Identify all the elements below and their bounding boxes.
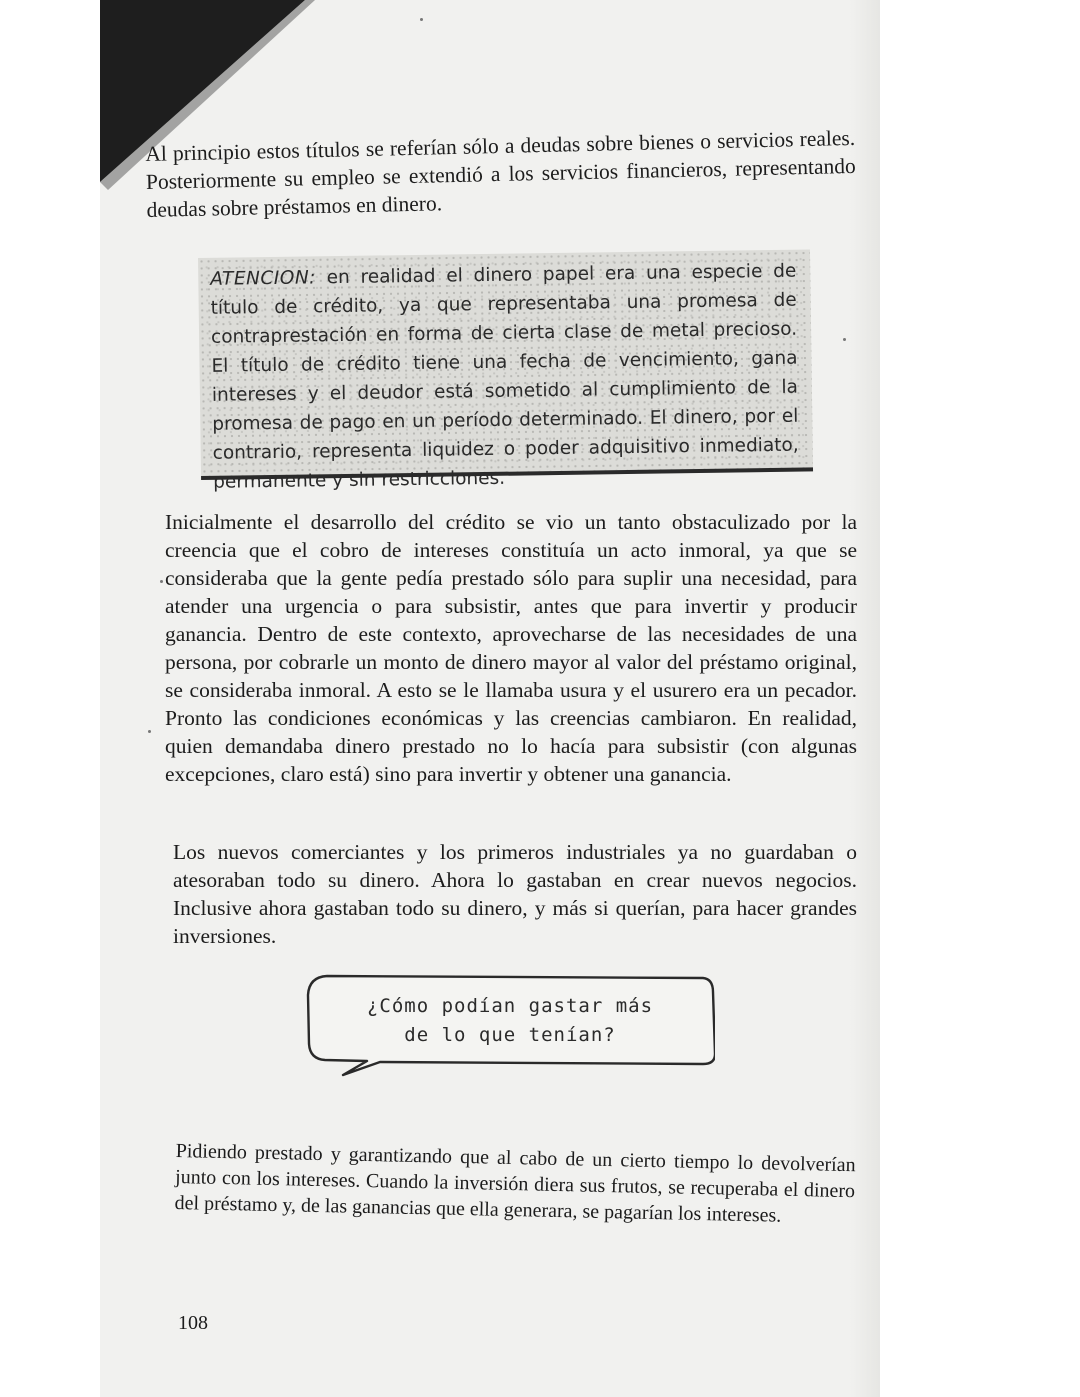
- attention-body: en realidad el dinero papel era una especie de título de crédito, ya que representaba una promesa de contraprestación en forma de cierta clase de metal precioso. El título de crédito tiene una fecha de vencimiento, gana intereses y el deudor está sometido al cumplimiento de la promesa de pago en un período determinado. El dinero, por el contrario, representa liquidez o poder adquisitivo inmediato, permanente y sin restricciones.: [210, 260, 799, 493]
- paragraph-credit-development: Inicialmente el desarrollo del crédito se vio un tanto obstaculizado por la creencia que el cobro de intereses constituía un acto inmoral, ya que se consideraba que la gente pedía prestado sólo para suplir una necesidad, para atender una urgencia o para subsistir, antes que para invertir y producir ganancia. Dentro de este contexto, aprovecharse de las necesidades de una persona, por cobrarle un monto de dinero mayor al valor del préstamo original, se consideraba inmoral. A esto se le llamaba usura y el usurero era un pecador. Pronto las condiciones económicas y las creencias cambiaron. En realidad, quien demandaba dinero prestado no lo hacía para subsistir (con algunas excepciones, claro está) sino para invertir y obtener una ganancia.: [165, 510, 857, 786]
- scan-speck: [843, 338, 846, 341]
- speech-bubble-text: ¿Cómo podían gastar más de lo que tenían?: [366, 995, 654, 1046]
- scan-speck: [420, 18, 423, 21]
- scan-speck: [160, 580, 163, 583]
- paragraph-borrowing-answer: Pidiendo prestado y garantizando que al cabo de un cierto tiempo lo devolverían junto con los intereses. Cuando la inversión diera sus frutos, se recuperaba el dinero del préstamo y, de las ganancias que ella generara, se pagarían los intereses.: [174, 1139, 856, 1227]
- speech-bubble: [305, 970, 715, 1068]
- attention-callout: [198, 249, 813, 493]
- page-number: 108: [178, 1312, 208, 1334]
- paragraph-new-merchants: Los nuevos comerciantes y los primeros industriales ya no guardaban o atesoraban todo su dinero. Ahora lo gastaban en crear nuevos negocios. Inclusive ahora gastaban todo su dinero, y más si querían, para hacer grandes inversiones.: [173, 840, 857, 948]
- attention-callout-text: [210, 257, 799, 497]
- scan-speck: [148, 730, 151, 733]
- attention-label: ATENCION:: [210, 267, 317, 290]
- paragraph-titles-intro: Al principio estos títulos se referían sólo a deudas sobre bienes o servicios reales. Posteriormente su empleo se extendió a los servicios financieros, representando deudas sobre préstamos en dinero.: [145, 125, 857, 222]
